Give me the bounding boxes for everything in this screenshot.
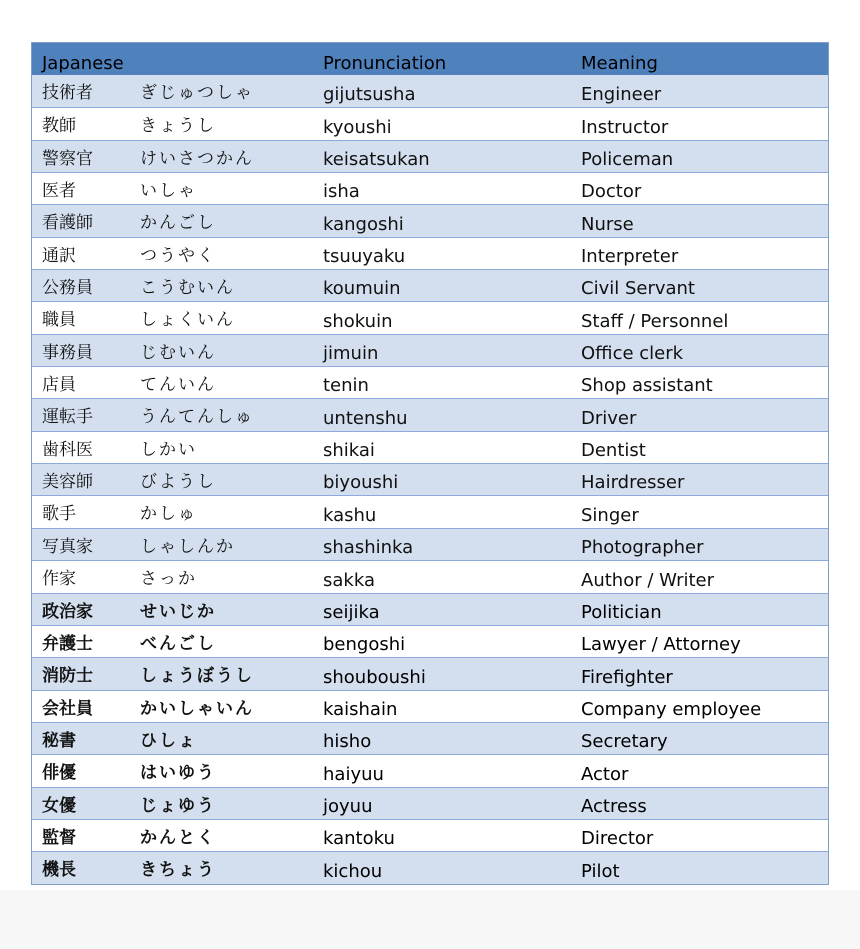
kana-text: けいさつかん [140,148,254,169]
meaning-cell: Hairdresser [581,472,685,494]
pronunciation-cell: gijutsusha [323,84,416,106]
kanji-text: 弁護士 [42,633,93,654]
kanji-text: 職員 [42,310,76,331]
kanji-text: 俳優 [42,763,76,784]
kana-text: じむいん [140,342,216,363]
table-row [32,722,828,754]
kanji-text: 女優 [42,795,76,816]
pronunciation-cell: haiyuu [323,763,384,785]
kanji-text: 政治家 [42,601,93,622]
japanese-cell [32,205,313,236]
meaning-cell: Engineer [581,84,662,106]
japanese-cell [32,820,313,851]
pronunciation-cell: seijika [323,601,380,623]
occupation-vocabulary-table [31,42,829,885]
kana-text: きちょう [140,860,216,881]
table-row [32,819,828,851]
pronunciation-cell: bengoshi [323,634,406,656]
table-row [32,237,828,269]
pronunciation-cell: kichou [323,860,383,882]
kanji-text: 歯科医 [42,439,93,460]
pronunciation-cell: keisatsukan [323,149,430,171]
meaning-cell: Actor [581,763,629,785]
japanese-cell [32,75,313,107]
kanji-text: 写真家 [42,536,93,557]
kanji-text: 警察官 [42,148,93,169]
pronunciation-cell: shashinka [323,537,414,559]
pronunciation-cell: shouboushi [323,666,426,688]
kana-text: かんごし [140,213,216,234]
kanji-text: 監督 [42,827,76,848]
pronunciation-cell: untenshu [323,407,408,429]
pronunciation-cell: isha [323,181,360,203]
table-row [32,107,828,139]
kana-text: きょうし [140,116,216,137]
kanji-text: 通訳 [42,245,76,266]
kanji-text: 技術者 [42,83,93,103]
kana-text: しゃしんか [140,536,235,557]
kana-text: しょくいん [140,310,235,331]
meaning-cell: Dentist [581,440,646,462]
kana-text: ぎじゅつしゃ [140,83,254,103]
meaning-cell: Instructor [581,116,669,138]
pronunciation-cell: kashu [323,504,377,526]
meaning-cell: Firefighter [581,666,673,688]
table-row [32,140,828,172]
header-pronunciation: Pronunciation [323,53,447,74]
japanese-cell [32,367,313,398]
meaning-cell: Policeman [581,149,674,171]
pronunciation-cell: biyoushi [323,472,399,494]
kana-text: はいゆう [140,763,216,784]
pronunciation-cell: koumuin [323,278,401,300]
kanji-text: 医者 [42,181,76,202]
header-meaning: Meaning [581,53,658,74]
meaning-cell: Singer [581,504,639,526]
japanese-cell [32,852,313,883]
table-row [32,495,828,527]
meaning-cell: Author / Writer [581,569,715,591]
table-row [32,172,828,204]
kana-text: べんごし [140,633,216,654]
table-body [32,75,828,884]
kana-text: せいじか [140,601,216,622]
kana-text: こうむいん [140,278,235,299]
kana-text: しょうぼうし [140,666,254,687]
kana-text: いしゃ [140,181,197,202]
japanese-cell [32,529,313,560]
japanese-cell [32,626,313,657]
kanji-text: 教師 [42,116,76,137]
kanji-text: 歌手 [42,504,76,525]
table-row [32,301,828,333]
japanese-cell [32,561,313,592]
japanese-cell [32,141,313,172]
kanji-text: 美容師 [42,472,93,493]
header-japanese: Japanese [42,53,124,74]
table-row [32,75,828,107]
kana-text: しかい [140,439,197,460]
japanese-cell [32,108,313,139]
kanji-text: 秘書 [42,730,76,751]
kanji-text: 看護師 [42,213,93,234]
kana-text: かしゅ [140,504,197,525]
meaning-cell: Pilot [581,860,620,882]
kanji-text: 事務員 [42,342,93,363]
pronunciation-cell: shokuin [323,310,393,332]
pronunciation-cell: joyuu [323,795,373,817]
kanji-text: 会社員 [42,698,93,719]
meaning-cell: Staff / Personnel [581,310,729,332]
japanese-cell [32,399,313,430]
kana-text: さっか [140,569,197,590]
pronunciation-cell: kantoku [323,828,395,850]
kanji-text: 作家 [42,569,76,590]
table-row [32,593,828,625]
japanese-cell [32,723,313,754]
pronunciation-cell: kaishain [323,698,398,720]
japanese-cell [32,496,313,527]
meaning-cell: Lawyer / Attorney [581,634,741,656]
pronunciation-cell: shikai [323,440,375,462]
kana-text: つうやく [140,245,216,266]
meaning-cell: Company employee [581,698,762,720]
table-row [32,431,828,463]
japanese-cell [32,335,313,366]
kanji-text: 店員 [42,375,76,396]
meaning-cell: Office clerk [581,343,684,365]
meaning-cell: Politician [581,601,662,623]
pronunciation-cell: tenin [323,375,369,397]
pronunciation-cell: jimuin [323,343,379,365]
japanese-cell [32,594,313,625]
kana-text: ひしょ [140,730,197,751]
japanese-cell [32,302,313,333]
pronunciation-cell: kangoshi [323,213,404,235]
kana-text: かいしゃいん [140,698,254,719]
table-row [32,269,828,301]
kanji-text: 公務員 [42,278,93,299]
pronunciation-cell: tsuuyaku [323,246,406,268]
japanese-cell [32,270,313,301]
table-row [32,787,828,819]
japanese-cell [32,788,313,819]
kanji-text: 機長 [42,860,76,881]
table-row [32,334,828,366]
japanese-cell [32,238,313,269]
kana-text: かんとく [140,827,216,848]
meaning-cell: Doctor [581,181,642,203]
table-row [32,625,828,657]
meaning-cell: Interpreter [581,246,679,268]
table-row [32,398,828,430]
meaning-cell: Civil Servant [581,278,695,300]
table-row [32,754,828,786]
meaning-cell: Nurse [581,213,634,235]
japanese-cell [32,658,313,689]
japanese-cell [32,173,313,204]
pronunciation-cell: kyoushi [323,116,392,138]
table-row [32,366,828,398]
kana-text: てんいん [140,375,216,396]
kana-text: びようし [140,472,216,493]
japanese-cell [32,432,313,463]
pronunciation-cell: hisho [323,731,372,753]
meaning-cell: Shop assistant [581,375,713,397]
meaning-cell: Director [581,828,654,850]
table-header-row [32,43,828,75]
kana-text: じょゆう [140,795,216,816]
table-row [32,204,828,236]
meaning-cell: Photographer [581,537,704,559]
table-row [32,463,828,495]
table-row [32,657,828,689]
japanese-cell [32,464,313,495]
table-row [32,528,828,560]
japanese-cell [32,691,313,722]
table-row [32,690,828,722]
meaning-cell: Secretary [581,731,668,753]
meaning-cell: Driver [581,407,637,429]
table-row [32,560,828,592]
kanji-text: 消防士 [42,666,93,687]
pronunciation-cell: sakka [323,569,375,591]
japanese-cell [32,755,313,786]
kana-text: うんてんしゅ [140,407,254,428]
table-row [32,851,828,883]
kanji-text: 運転手 [42,407,93,428]
meaning-cell: Actress [581,795,647,817]
